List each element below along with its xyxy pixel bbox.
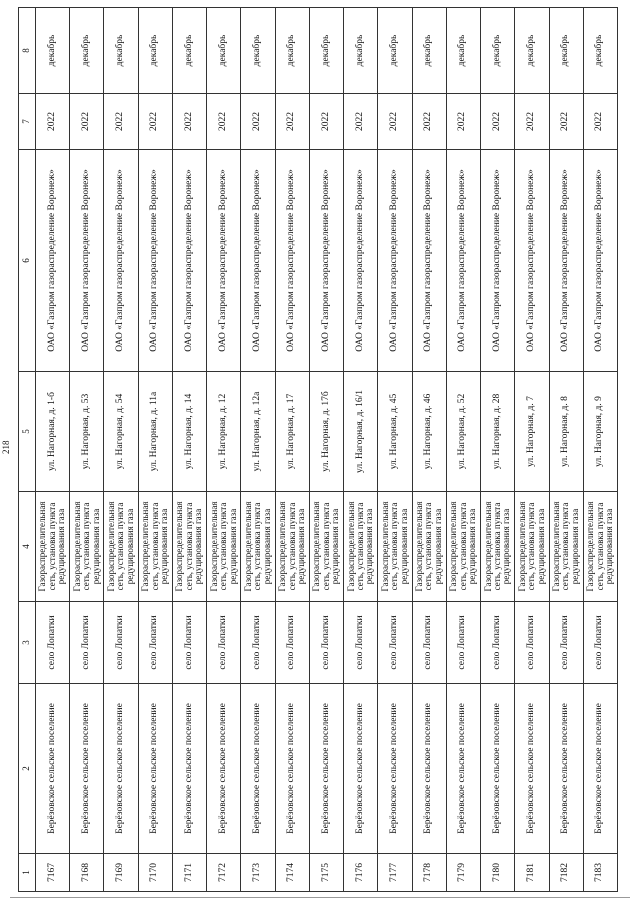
table-row <box>70 8 104 892</box>
table-cell: декабрь <box>172 8 206 94</box>
table-row <box>36 8 70 892</box>
table-cell: Газораспределительная сеть, установка пункта редуцирования газа <box>241 492 275 602</box>
table-cell: декабрь <box>481 8 515 94</box>
table-cell: ОАО «Газпром газораспределение Воронеж» <box>378 150 412 372</box>
table-cell: ул. Нагорная, д. 14 <box>172 372 206 492</box>
table-cell: 2022 <box>241 94 275 150</box>
table-cell: декабрь <box>446 8 480 94</box>
table-cell: ОАО «Газпром газораспределение Воронеж» <box>275 150 309 372</box>
table-cell: Газораспределительная сеть, установка пункта редуцирования газа <box>104 492 138 602</box>
table-cell: 7182 <box>549 854 583 892</box>
table-cell: ул. Нагорная, д. 52 <box>446 372 480 492</box>
rotated-table-container <box>18 8 618 892</box>
table-cell: 2022 <box>344 94 378 150</box>
table-cell: 7172 <box>207 854 241 892</box>
table-cell: село Лопатки <box>549 602 583 684</box>
table-cell: ул. Нагорная, д. 7 <box>515 372 549 492</box>
table-cell: Газораспределительная сеть, установка пункта редуцирования газа <box>412 492 446 602</box>
table-cell: ул. Нагорная, д. 46 <box>412 372 446 492</box>
table-cell: Газораспределительная сеть, установка пункта редуцирования газа <box>515 492 549 602</box>
table-cell: 2022 <box>549 94 583 150</box>
table-cell: Берёзовское сельское поселение <box>172 684 206 854</box>
table-cell: декабрь <box>207 8 241 94</box>
table-cell: ул. Нагорная, д. 17 <box>275 372 309 492</box>
table-cell: декабрь <box>138 8 172 94</box>
table-cell: 2022 <box>412 94 446 150</box>
table-cell: декабрь <box>70 8 104 94</box>
table-cell: Берёзовское сельское поселение <box>241 684 275 854</box>
table-cell: 2022 <box>378 94 412 150</box>
table-cell: 7180 <box>481 854 515 892</box>
table-cell: 2022 <box>481 94 515 150</box>
table-cell: Берёзовское сельское поселение <box>275 684 309 854</box>
table-cell: ул. Нагорная, д. 53 <box>70 372 104 492</box>
table-cell: ул. Нагорная, д. 1-б <box>36 372 70 492</box>
table-cell: ОАО «Газпром газораспределение Воронеж» <box>344 150 378 372</box>
table-header <box>19 8 36 892</box>
table-cell: 7178 <box>412 854 446 892</box>
table-row <box>104 8 138 892</box>
table-cell: 2022 <box>207 94 241 150</box>
table-cell: декабрь <box>309 8 343 94</box>
table-cell: село Лопатки <box>583 602 617 684</box>
table-cell: Берёзовское сельское поселение <box>70 684 104 854</box>
table-cell: село Лопатки <box>481 602 515 684</box>
table-cell: село Лопатки <box>344 602 378 684</box>
table-cell: ОАО «Газпром газораспределение Воронеж» <box>515 150 549 372</box>
table-row <box>583 8 617 892</box>
table-cell: село Лопатки <box>70 602 104 684</box>
table-cell: Газораспределительная сеть, установка пункта редуцирования газа <box>207 492 241 602</box>
table-cell: село Лопатки <box>378 602 412 684</box>
table-cell: 7177 <box>378 854 412 892</box>
column-header-2: 2 <box>19 684 36 854</box>
table-cell: ОАО «Газпром газораспределение Воронеж» <box>481 150 515 372</box>
table-cell: декабрь <box>344 8 378 94</box>
table-body <box>36 8 618 892</box>
table-cell: Берёзовское сельское поселение <box>207 684 241 854</box>
table-cell: Газораспределительная сеть, установка пункта редуцирования газа <box>70 492 104 602</box>
table-cell: 7176 <box>344 854 378 892</box>
page-number: 218 <box>1 440 11 454</box>
table-row <box>412 8 446 892</box>
column-header-5: 5 <box>19 372 36 492</box>
table-cell: декабрь <box>583 8 617 94</box>
table-cell: 2022 <box>36 94 70 150</box>
table-cell: село Лопатки <box>138 602 172 684</box>
table-cell: село Лопатки <box>412 602 446 684</box>
table-row <box>172 8 206 892</box>
table-cell: ул. Нагорная, д. 17б <box>309 372 343 492</box>
table-cell: 7170 <box>138 854 172 892</box>
table-cell: ул. Нагорная, д. 45 <box>378 372 412 492</box>
table-cell: Газораспределительная сеть, установка пункта редуцирования газа <box>275 492 309 602</box>
table-cell: село Лопатки <box>275 602 309 684</box>
table-cell: ОАО «Газпром газораспределение Воронеж» <box>583 150 617 372</box>
table-cell: ОАО «Газпром газораспределение Воронеж» <box>36 150 70 372</box>
table-cell: 7179 <box>446 854 480 892</box>
table-cell: ОАО «Газпром газораспределение Воронеж» <box>241 150 275 372</box>
table-cell: 2022 <box>275 94 309 150</box>
column-header-1: 1 <box>19 854 36 892</box>
table-cell: ОАО «Газпром газораспределение Воронеж» <box>207 150 241 372</box>
table-row <box>549 8 583 892</box>
table-cell: Берёзовское сельское поселение <box>309 684 343 854</box>
table-cell: ОАО «Газпром газораспределение Воронеж» <box>70 150 104 372</box>
table-cell: село Лопатки <box>36 602 70 684</box>
table-row <box>515 8 549 892</box>
table-cell: 7175 <box>309 854 343 892</box>
table-cell: Берёзовское сельское поселение <box>412 684 446 854</box>
table-cell: 2022 <box>583 94 617 150</box>
table-cell: 7181 <box>515 854 549 892</box>
table-cell: декабрь <box>104 8 138 94</box>
table-cell: ул. Нагорная, д. 11а <box>138 372 172 492</box>
table-cell: ОАО «Газпром газораспределение Воронеж» <box>138 150 172 372</box>
table-cell: ул. Нагорная, д. 54 <box>104 372 138 492</box>
table-cell: 7183 <box>583 854 617 892</box>
table-cell: Берёзовское сельское поселение <box>446 684 480 854</box>
table-cell: декабрь <box>549 8 583 94</box>
table-cell: Берёзовское сельское поселение <box>481 684 515 854</box>
column-header-8: 8 <box>19 8 36 94</box>
table-row <box>378 8 412 892</box>
table-cell: ОАО «Газпром газораспределение Воронеж» <box>309 150 343 372</box>
table-cell: декабрь <box>515 8 549 94</box>
table-cell: Берёзовское сельское поселение <box>583 684 617 854</box>
table-row <box>309 8 343 892</box>
table-cell: декабрь <box>378 8 412 94</box>
table-row <box>241 8 275 892</box>
table-cell: 7167 <box>36 854 70 892</box>
table-cell: 2022 <box>172 94 206 150</box>
table-cell: Газораспределительная сеть, установка пункта редуцирования газа <box>446 492 480 602</box>
table-cell: село Лопатки <box>446 602 480 684</box>
table-cell: декабрь <box>36 8 70 94</box>
column-header-4: 4 <box>19 492 36 602</box>
table-cell: Газораспределительная сеть, установка пункта редуцирования газа <box>481 492 515 602</box>
table-cell: Газораспределительная сеть, установка пункта редуцирования газа <box>549 492 583 602</box>
page-bottom-rule <box>10 897 630 898</box>
table-cell: 7168 <box>70 854 104 892</box>
table-cell: Газораспределительная сеть, установка пункта редуцирования газа <box>36 492 70 602</box>
table-cell: ОАО «Газпром газораспределение Воронеж» <box>104 150 138 372</box>
table-row <box>481 8 515 892</box>
table-cell: Берёзовское сельское поселение <box>36 684 70 854</box>
table-cell: декабрь <box>412 8 446 94</box>
table-cell: 7173 <box>241 854 275 892</box>
table-row <box>344 8 378 892</box>
column-header-3: 3 <box>19 602 36 684</box>
table-cell: Берёзовское сельское поселение <box>549 684 583 854</box>
table-cell: Газораспределительная сеть, установка пункта редуцирования газа <box>344 492 378 602</box>
table-cell: 2022 <box>70 94 104 150</box>
table-cell: ул. Нагорная, д. 12 <box>207 372 241 492</box>
column-header-7: 7 <box>19 94 36 150</box>
table-cell: ул. Нагорная, д. 28 <box>481 372 515 492</box>
table-cell: 2022 <box>309 94 343 150</box>
table-cell: село Лопатки <box>241 602 275 684</box>
document-table-area <box>18 8 618 892</box>
table-cell: 2022 <box>515 94 549 150</box>
table-cell: 2022 <box>138 94 172 150</box>
table-cell: Берёзовское сельское поселение <box>138 684 172 854</box>
table-row <box>446 8 480 892</box>
infrastructure-table <box>18 7 618 892</box>
table-cell: Берёзовское сельское поселение <box>344 684 378 854</box>
table-cell: декабрь <box>275 8 309 94</box>
table-cell: 7174 <box>275 854 309 892</box>
table-cell: Газораспределительная сеть, установка пункта редуцирования газа <box>138 492 172 602</box>
table-cell: Газораспределительная сеть, установка пункта редуцирования газа <box>583 492 617 602</box>
table-cell: Газораспределительная сеть, установка пункта редуцирования газа <box>309 492 343 602</box>
table-cell: село Лопатки <box>515 602 549 684</box>
table-cell: декабрь <box>241 8 275 94</box>
table-cell: Газораспределительная сеть, установка пункта редуцирования газа <box>172 492 206 602</box>
table-cell: ул. Нагорная, д. 12а <box>241 372 275 492</box>
table-cell: село Лопатки <box>309 602 343 684</box>
table-cell: ОАО «Газпром газораспределение Воронеж» <box>412 150 446 372</box>
table-cell: ул. Нагорная, д. 8 <box>549 372 583 492</box>
table-cell: село Лопатки <box>207 602 241 684</box>
table-cell: ул. Нагорная, д. 16/1 <box>344 372 378 492</box>
table-cell: ОАО «Газпром газораспределение Воронеж» <box>549 150 583 372</box>
table-row <box>207 8 241 892</box>
table-cell: Берёзовское сельское поселение <box>378 684 412 854</box>
column-header-6: 6 <box>19 150 36 372</box>
table-cell: Берёзовское сельское поселение <box>515 684 549 854</box>
header-row <box>19 8 36 892</box>
table-cell: Берёзовское сельское поселение <box>104 684 138 854</box>
table-row <box>275 8 309 892</box>
table-cell: 7169 <box>104 854 138 892</box>
table-cell: ул. Нагорная, д. 9 <box>583 372 617 492</box>
table-cell: 7171 <box>172 854 206 892</box>
table-cell: село Лопатки <box>172 602 206 684</box>
table-cell: ОАО «Газпром газораспределение Воронеж» <box>446 150 480 372</box>
table-cell: Газораспределительная сеть, установка пункта редуцирования газа <box>378 492 412 602</box>
table-cell: село Лопатки <box>104 602 138 684</box>
table-row <box>138 8 172 892</box>
table-cell: ОАО «Газпром газораспределение Воронеж» <box>172 150 206 372</box>
table-cell: 2022 <box>104 94 138 150</box>
table-cell: 2022 <box>446 94 480 150</box>
